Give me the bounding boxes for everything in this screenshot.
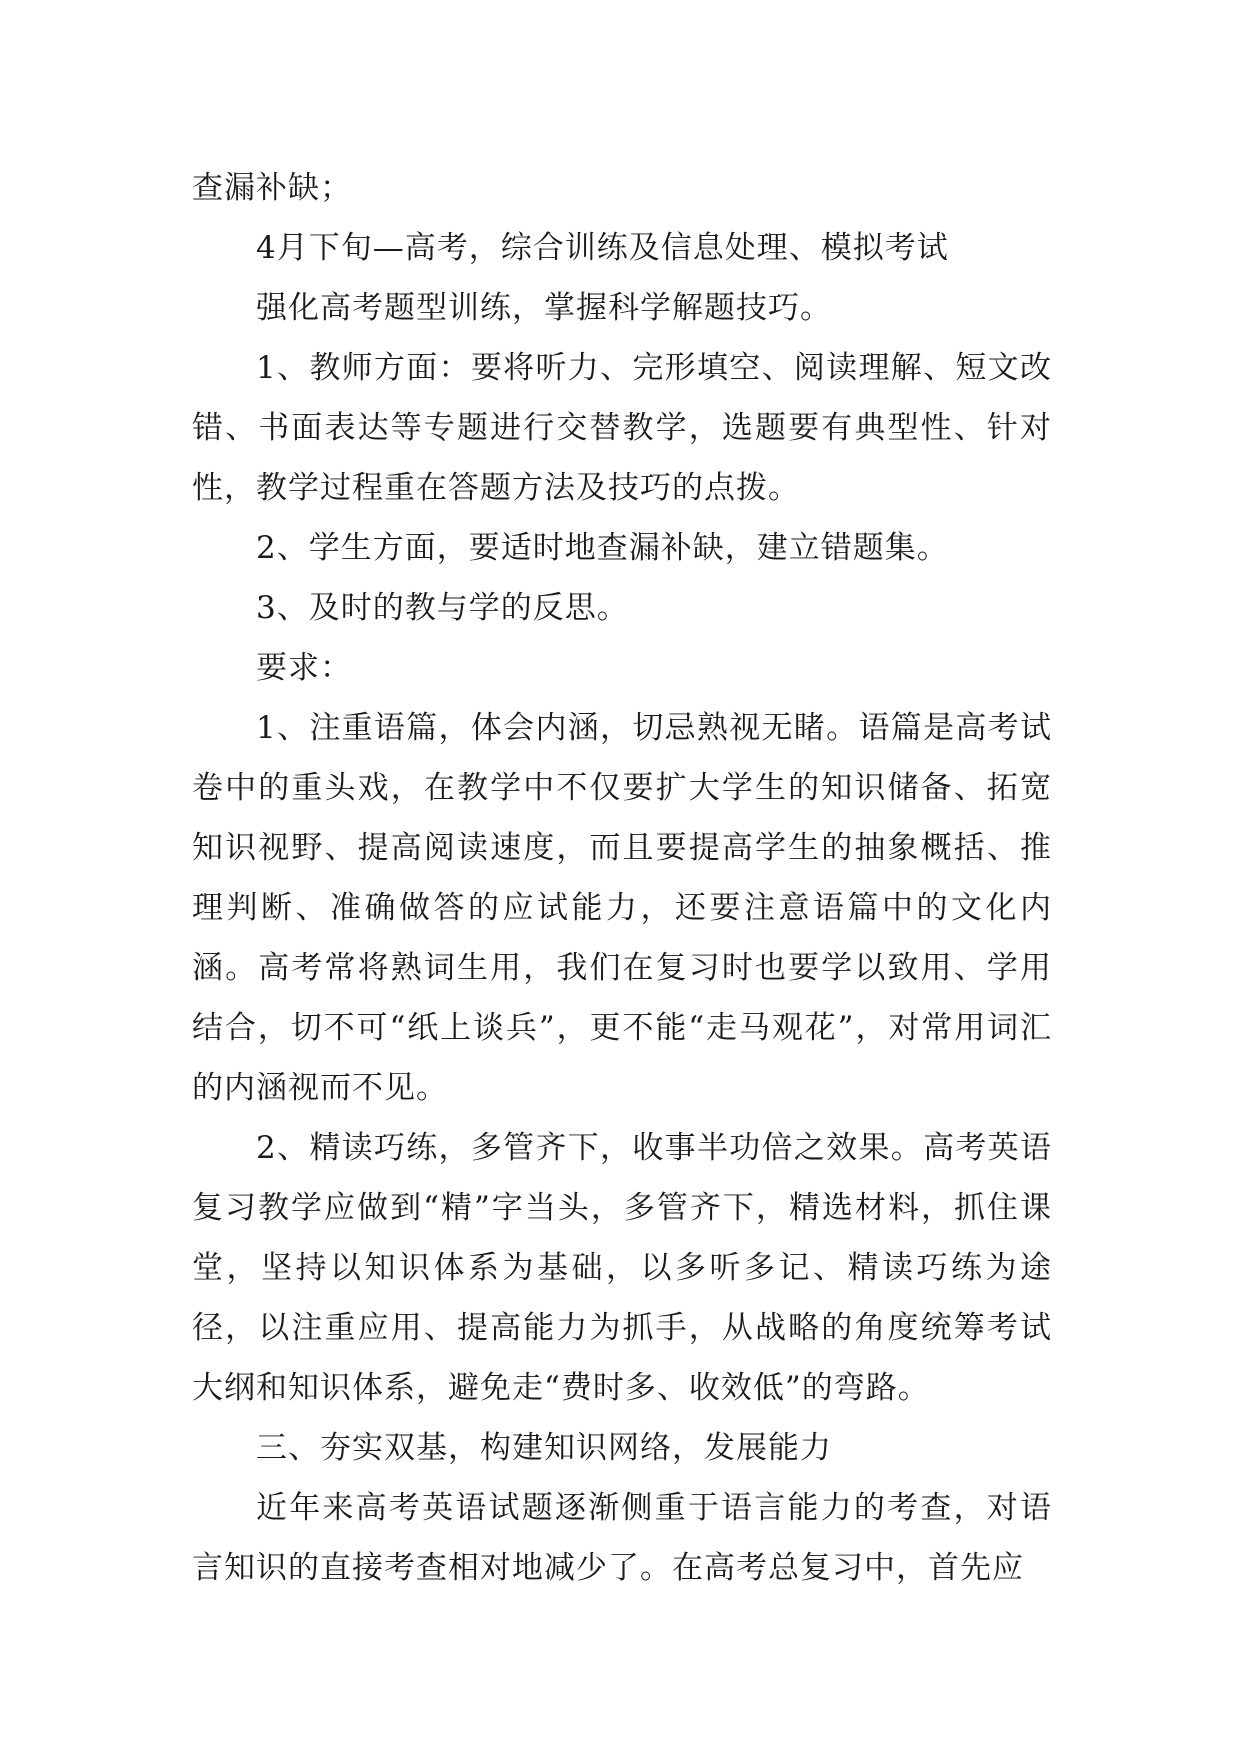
paragraph: 强化高考题型训练，掌握科学解题技巧。 [256,290,832,326]
paragraph: 查漏补缺； [192,170,352,206]
document-body [192,158,1052,1598]
paragraph: 2、学生方面，要适时地查漏补缺，建立错题集。 [256,530,949,566]
paragraph: 2、精读巧练，多管齐下，收事半功倍之效果。高考英语复习教学应做到“精”字当头，多管齐下，精选材料，抓住课堂，坚持以知识体系为基础，以多听多记、精读巧练为途径，以注重应用、提高能力为抓手，从战略的角度统筹考试大纲和知识体系，避免走“费时多、收效低”的弯路。 [192,1130,1052,1406]
paragraph: 4月下旬—高考，综合训练及信息处理、模拟考试 [256,230,949,266]
paragraph: 1、教师方面：要将听力、完形填空、阅读理解、短文改错、书面表达等专题进行交替教学，选题要有典型性、针对性，教学过程重在答题方法及技巧的点拨。 [192,350,1052,506]
section-heading: 三、夯实双基，构建知识网络，发展能力 [256,1430,832,1466]
paragraph: 3、及时的教与学的反思。 [256,590,629,626]
paragraph: 要求： [256,650,352,686]
paragraph: 1、注重语篇，体会内涵，切忌熟视无睹。语篇是高考试卷中的重头戏，在教学中不仅要扩大学生的知识储备、拓宽知识视野、提高阅读速度，而且要提高学生的抽象概括、推理判断、准确做答的应试能力，还要注意语篇中的文化内涵。高考常将熟词生用，我们在复习时也要学以致用、学用结合，切不可“纸上谈兵”，更不能“走马观花”，对常用词汇的内涵视而不见。 [192,710,1052,1106]
paragraph: 近年来高考英语试题逐渐侧重于语言能力的考查，对语言知识的直接考查相对地减少了。在高考总复习中，首先应 [192,1490,1052,1586]
